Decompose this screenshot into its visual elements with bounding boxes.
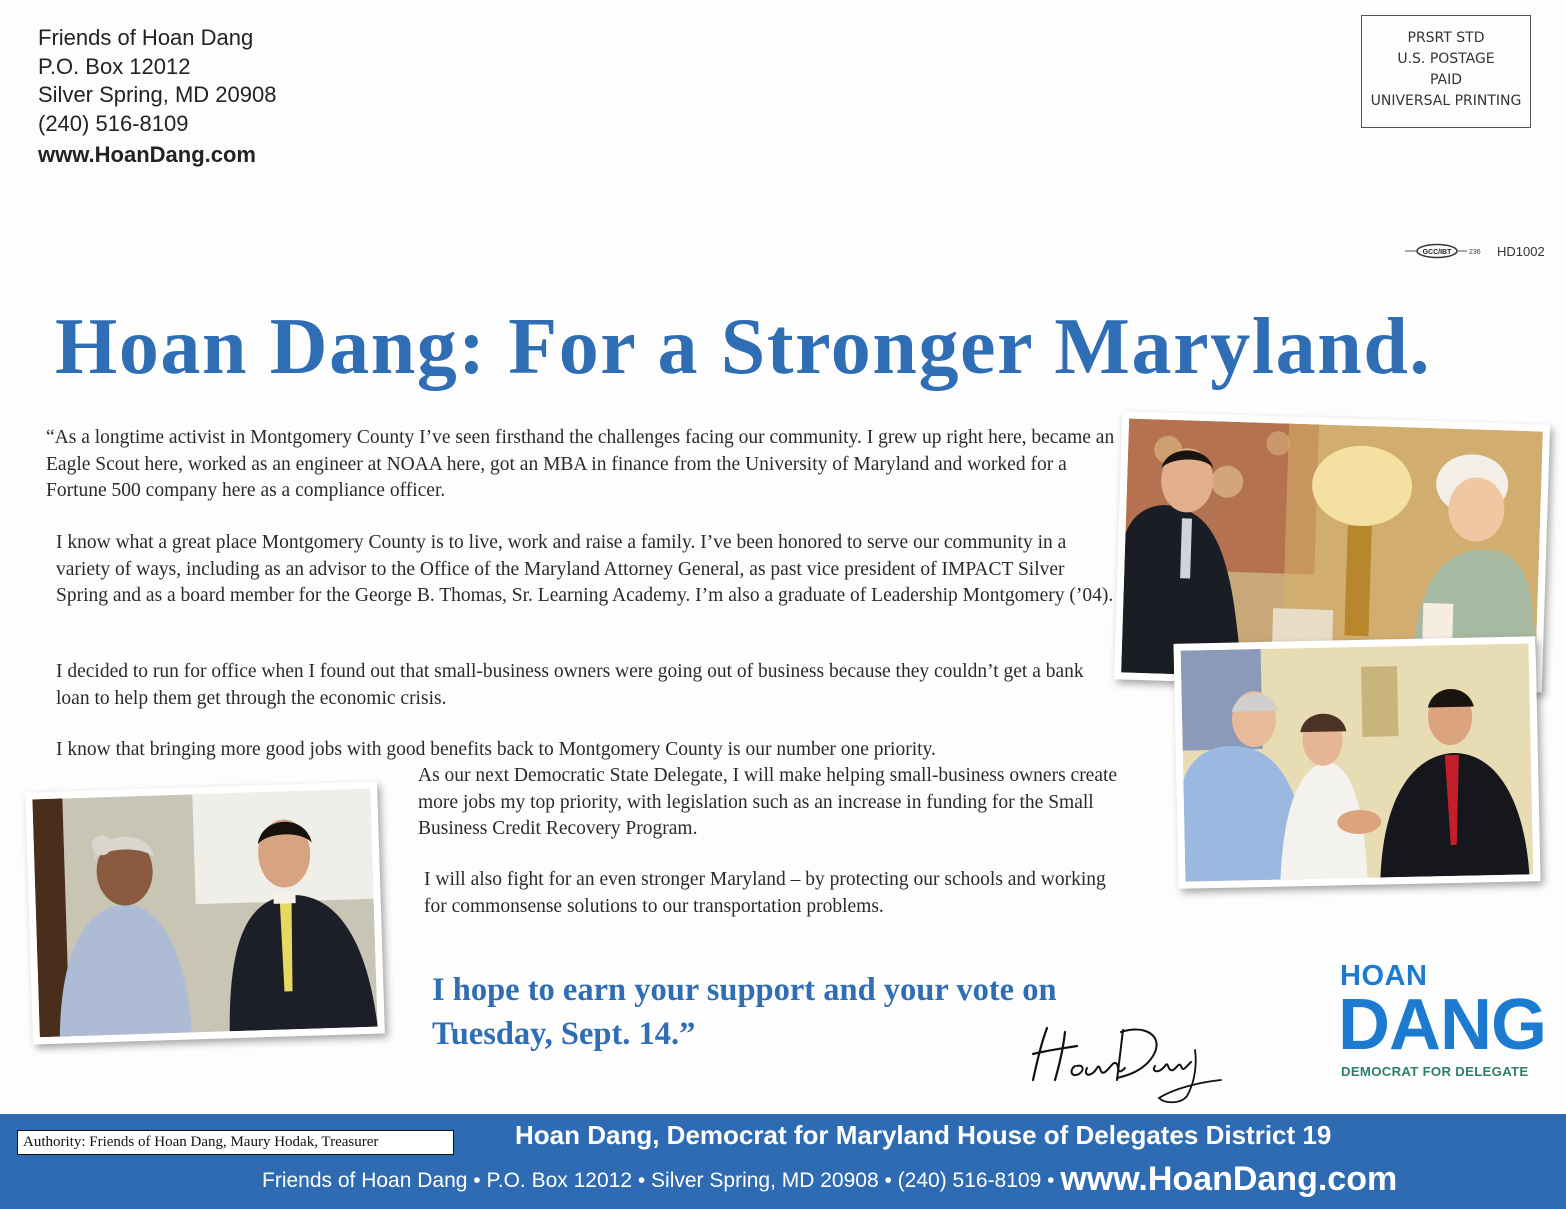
return-website: www.HoanDang.com — [38, 142, 256, 167]
footer-band — [0, 1114, 1566, 1209]
logo-tagline: DEMOCRAT FOR DELEGATE — [1341, 1064, 1529, 1079]
footer-contact: Friends of Hoan Dang • P.O. Box 12012 • Silver Spring, MD 20908 • (240) 516-8109 • — [262, 1169, 1055, 1192]
postage-line-3: PAID — [1429, 72, 1463, 88]
postage-indicia — [1361, 15, 1531, 128]
postage-line-2: U.S. POSTAGE — [1397, 51, 1495, 67]
closing-statement: I hope to earn your support and your vote on Tuesday, Sept. 14.” — [432, 972, 1057, 1052]
letter-paragraph-3: I decided to run for office when I found out that small-business owners were going out of business because they couldn’t get a bank loan to help them get through the economic crisis. — [56, 661, 1084, 709]
return-phone: (240) 516-8109 — [38, 110, 189, 136]
footer-contact-line — [262, 1160, 1552, 1199]
letter-paragraph-1: “As a longtime activist in Montgomery County I’ve seen firsthand the challenges facing our community. I grew up right here, became an Eagle Scout here, worked as an engineer at NOAA here, got an MBA in finance from the University of Maryland and worked for a Fortune 500 company here as a compliance officer. — [46, 427, 1115, 501]
letter-paragraph-2: I know what a great place Montgomery County is to live, work and raise a family. I’ve been honored to serve our community in a variety of ways, including as an advisor to the Office of the Maryland Attorney General, as past vice president of IMPACT Silver Spring and as a board member for the George B. Thomas, Sr. Learning Academy. I’m also a graduate of Leadership Montgomery (’04). — [56, 532, 1114, 606]
letter-paragraph-6: I will also fight for an even stronger Maryland – by protecting our schools and working for commonsense solutions to our transportation problems. — [424, 869, 1106, 917]
photo-conversation — [25, 782, 385, 1045]
union-bug-label: GCC/IBT — [1422, 249, 1452, 256]
letter-paragraph-4: I know that bringing more good jobs with good benefits back to Montgomery County is our number one priority. — [56, 739, 936, 760]
union-bug-number: 236 — [1469, 249, 1481, 256]
return-name: Friends of Hoan Dang — [38, 25, 254, 50]
return-city: Silver Spring, MD 20908 — [38, 82, 277, 107]
return-po-box: P.O. Box 12012 — [38, 53, 191, 79]
headline: Hoan Dang: For a Stronger Maryland. — [55, 303, 1432, 391]
letter-paragraph-5: As our next Democratic State Delegate, I will make helping small-business owners create more jobs my top priority, with legislation such as an increase in funding for the Small Business Credit Recovery Program. — [418, 765, 1118, 839]
logo-last-name: DANG — [1338, 985, 1546, 1065]
authority-line: Authority: Friends of Hoan Dang, Maury Hodak, Treasurer — [17, 1130, 454, 1155]
postage-line-1: PRSRT STD — [1407, 30, 1485, 46]
footer-title: Hoan Dang, Democrat for Maryland House of Delegates District 19 — [515, 1120, 1332, 1150]
union-bug-icon — [1405, 243, 1483, 259]
return-address — [38, 24, 276, 170]
footer-website: www.HoanDang.com — [1060, 1160, 1398, 1198]
logo-first-name: HOAN — [1340, 960, 1428, 992]
postage-line-4: UNIVERSAL PRINTING — [1370, 93, 1522, 109]
signature-icon — [1025, 1010, 1235, 1108]
job-code: HD1002 — [1497, 244, 1545, 259]
candidate-logo — [1336, 960, 1546, 1079]
photo-handshake — [1173, 636, 1540, 889]
